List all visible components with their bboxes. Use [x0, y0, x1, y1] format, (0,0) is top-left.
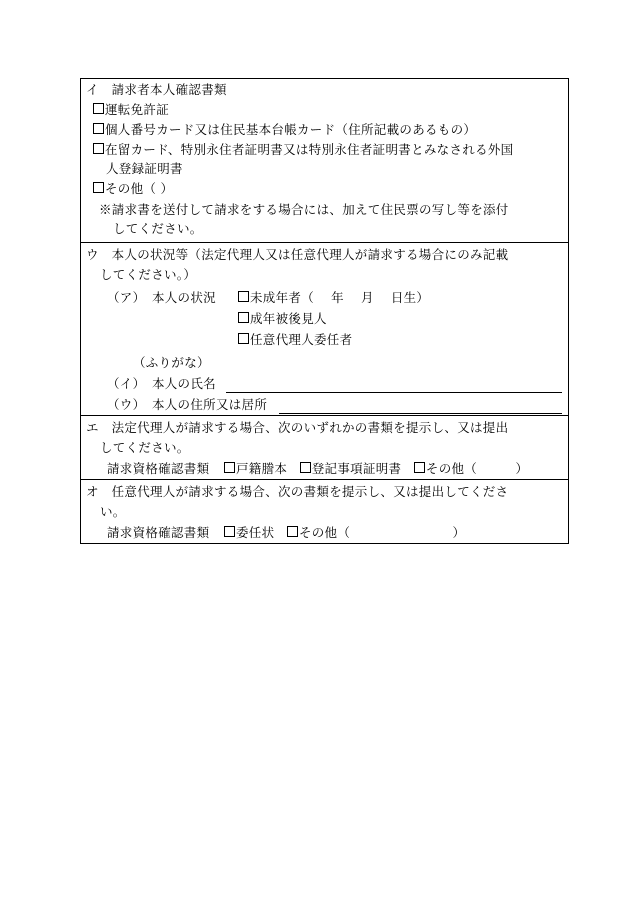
section-i-heading: イ 請求者本人確認書類 [86, 82, 227, 97]
license-option[interactable]: 運転免許証 [93, 102, 169, 118]
koseki-label: 戸籍謄本 [235, 461, 288, 476]
section-principal-status [81, 242, 568, 415]
residence-card-option-cont: 人登録証明書 [106, 161, 183, 176]
license-checkbox[interactable] [93, 103, 104, 114]
adult-ward-option[interactable]: 成年被後見人 [238, 311, 327, 327]
legal-other-label: その他（ ） [425, 461, 529, 476]
voluntary-principal-checkbox[interactable] [238, 333, 249, 344]
adult-ward-checkbox[interactable] [238, 312, 249, 323]
legal-other-checkbox[interactable] [414, 462, 425, 473]
section-u-heading-cont: してください。） [100, 267, 197, 282]
section-requester-id-documents [81, 79, 568, 242]
principal-name-label: （イ） 本人の氏名 [107, 376, 216, 391]
mynumber-card-option[interactable]: 個人番号カード又は住民基本台帳カード（住所記載のあるもの） [93, 122, 476, 138]
voluntary-agent-docs-label: 請求資格確認書類 [107, 525, 210, 540]
minor-option[interactable]: 未成年者（ 年 月 日生） [238, 290, 429, 306]
identity-verification-form [80, 78, 569, 544]
minor-checkbox[interactable] [238, 291, 249, 302]
legal-agent-docs-label: 請求資格確認書類 [107, 461, 210, 476]
section-o-heading-cont: い。 [100, 504, 126, 519]
registry-cert-label: 登記事項証明書 [311, 461, 402, 476]
section-e-heading-cont: してください。 [100, 440, 190, 455]
poa-checkbox[interactable] [224, 526, 235, 537]
residence-card-option[interactable]: 在留カード、特別永住者証明書又は特別永住者証明書とみなされる外国 [93, 142, 513, 158]
principal-status-label: （ア） 本人の状況 [107, 290, 216, 305]
section-u-heading: ウ 本人の状況等（法定代理人又は任意代理人が請求する場合にのみ記載 [86, 247, 509, 262]
voluntary-agent-docs-row [107, 525, 465, 541]
mail-request-note: ※請求書を送付して請求をする場合には、加えて住民票の写し等を添付 [99, 202, 509, 217]
other-id-option[interactable]: その他（ ） [93, 181, 173, 197]
other-id-checkbox[interactable] [93, 182, 104, 193]
furigana-label: （ふりがな） [133, 355, 210, 370]
section-e-heading: エ 法定代理人が請求する場合、次のいずれかの書類を提示し、又は提出 [86, 420, 509, 435]
section-voluntary-agent-documents [81, 479, 568, 543]
principal-address-field[interactable] [279, 413, 562, 414]
voluntary-other-checkbox[interactable] [287, 526, 298, 537]
mynumber-card-checkbox[interactable] [93, 123, 104, 134]
registry-cert-checkbox[interactable] [300, 462, 311, 473]
voluntary-other-label: その他（ ） [298, 525, 466, 540]
principal-address-label: （ウ） 本人の住所又は居所 [107, 397, 268, 412]
koseki-checkbox[interactable] [224, 462, 235, 473]
section-o-heading: オ 任意代理人が請求する場合、次の書類を提示し、又は提出してくださ [86, 484, 509, 499]
section-legal-agent-documents [81, 415, 568, 479]
mail-request-note-cont: してください。 [113, 221, 203, 236]
principal-name-field[interactable] [226, 392, 562, 393]
legal-agent-docs-row [107, 461, 528, 477]
poa-label: 委任状 [235, 525, 275, 540]
voluntary-principal-option[interactable]: 任意代理人委任者 [238, 332, 352, 348]
residence-card-checkbox[interactable] [93, 143, 104, 154]
